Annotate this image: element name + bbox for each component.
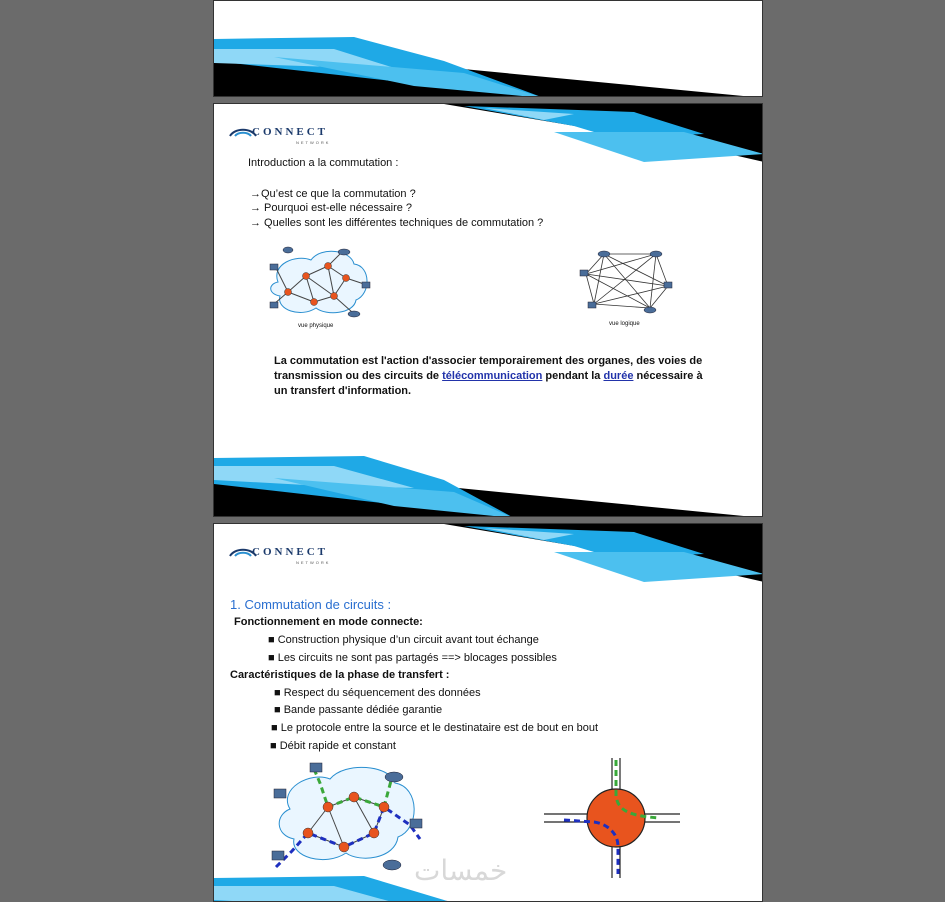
transfer-bullet-1: ■ Respect du séquencement des données bbox=[274, 687, 481, 699]
transfer-bullet-2: ■ Bande passante dédiée garantie bbox=[274, 704, 443, 716]
connect-logo bbox=[226, 538, 344, 572]
definition-text-3: nécessaire à un transfert d'information. bbox=[274, 370, 703, 397]
telecommunication-link[interactable]: télécommunication bbox=[442, 370, 543, 382]
slide-footer-decoration bbox=[214, 1, 763, 97]
definition-paragraph bbox=[274, 354, 704, 399]
logo-subtext: NETWORK bbox=[296, 140, 331, 145]
circuit-network-diagram bbox=[270, 759, 430, 874]
slide-1-partial bbox=[213, 0, 763, 97]
caption-logical-view: vue logique bbox=[609, 321, 640, 327]
definition-text-1: La commutation est l'action d'associer temporairement des organes, des voies de transmission ou des circuits de bbox=[274, 355, 703, 382]
question-3: → Quelles sont les différentes techniques de commutation ? bbox=[250, 217, 544, 229]
transfer-bullet-4: ■ Débit rapide et constant bbox=[270, 740, 396, 752]
transfer-title: Caractéristiques de la phase de transfert : bbox=[230, 669, 450, 681]
connect-logo bbox=[226, 118, 344, 152]
mode-bullet-2: ■ Les circuits ne sont pas partagés ==> blocages possibles bbox=[268, 652, 557, 664]
definition-text-2: pendant la bbox=[542, 370, 604, 382]
slide-3 bbox=[213, 523, 763, 902]
slide-footer-decoration bbox=[214, 864, 763, 902]
watermark: خمسات bbox=[414, 854, 508, 887]
mode-bullet-1: ■ Construction physique d’un circuit avant tout échange bbox=[268, 634, 539, 646]
slide-heading: 1. Commutation de circuits : bbox=[230, 597, 392, 612]
duree-link[interactable]: durée bbox=[603, 370, 634, 382]
question-2: → Pourquoi est-elle nécessaire ? bbox=[250, 202, 413, 214]
mode-title: Fonctionnement en mode connecte: bbox=[234, 616, 423, 628]
transfer-bullet-3: ■ Le protocole entre la source et le destinataire est de bout en bout bbox=[271, 722, 599, 734]
slide-footer-decoration bbox=[214, 444, 763, 517]
logo-text: CONNECT bbox=[252, 126, 329, 138]
question-1: →Qu’est ce que la commutation ? bbox=[250, 188, 416, 200]
logo-text: CONNECT bbox=[252, 546, 329, 558]
slide-title: Introduction a la commutation : bbox=[248, 157, 399, 169]
logical-network-diagram bbox=[576, 244, 686, 324]
physical-network-diagram bbox=[266, 244, 376, 324]
slide-2 bbox=[213, 103, 763, 517]
caption-physical-view: vue physique bbox=[298, 323, 334, 329]
logo-subtext: NETWORK bbox=[296, 560, 331, 565]
switch-node-diagram bbox=[542, 756, 682, 881]
